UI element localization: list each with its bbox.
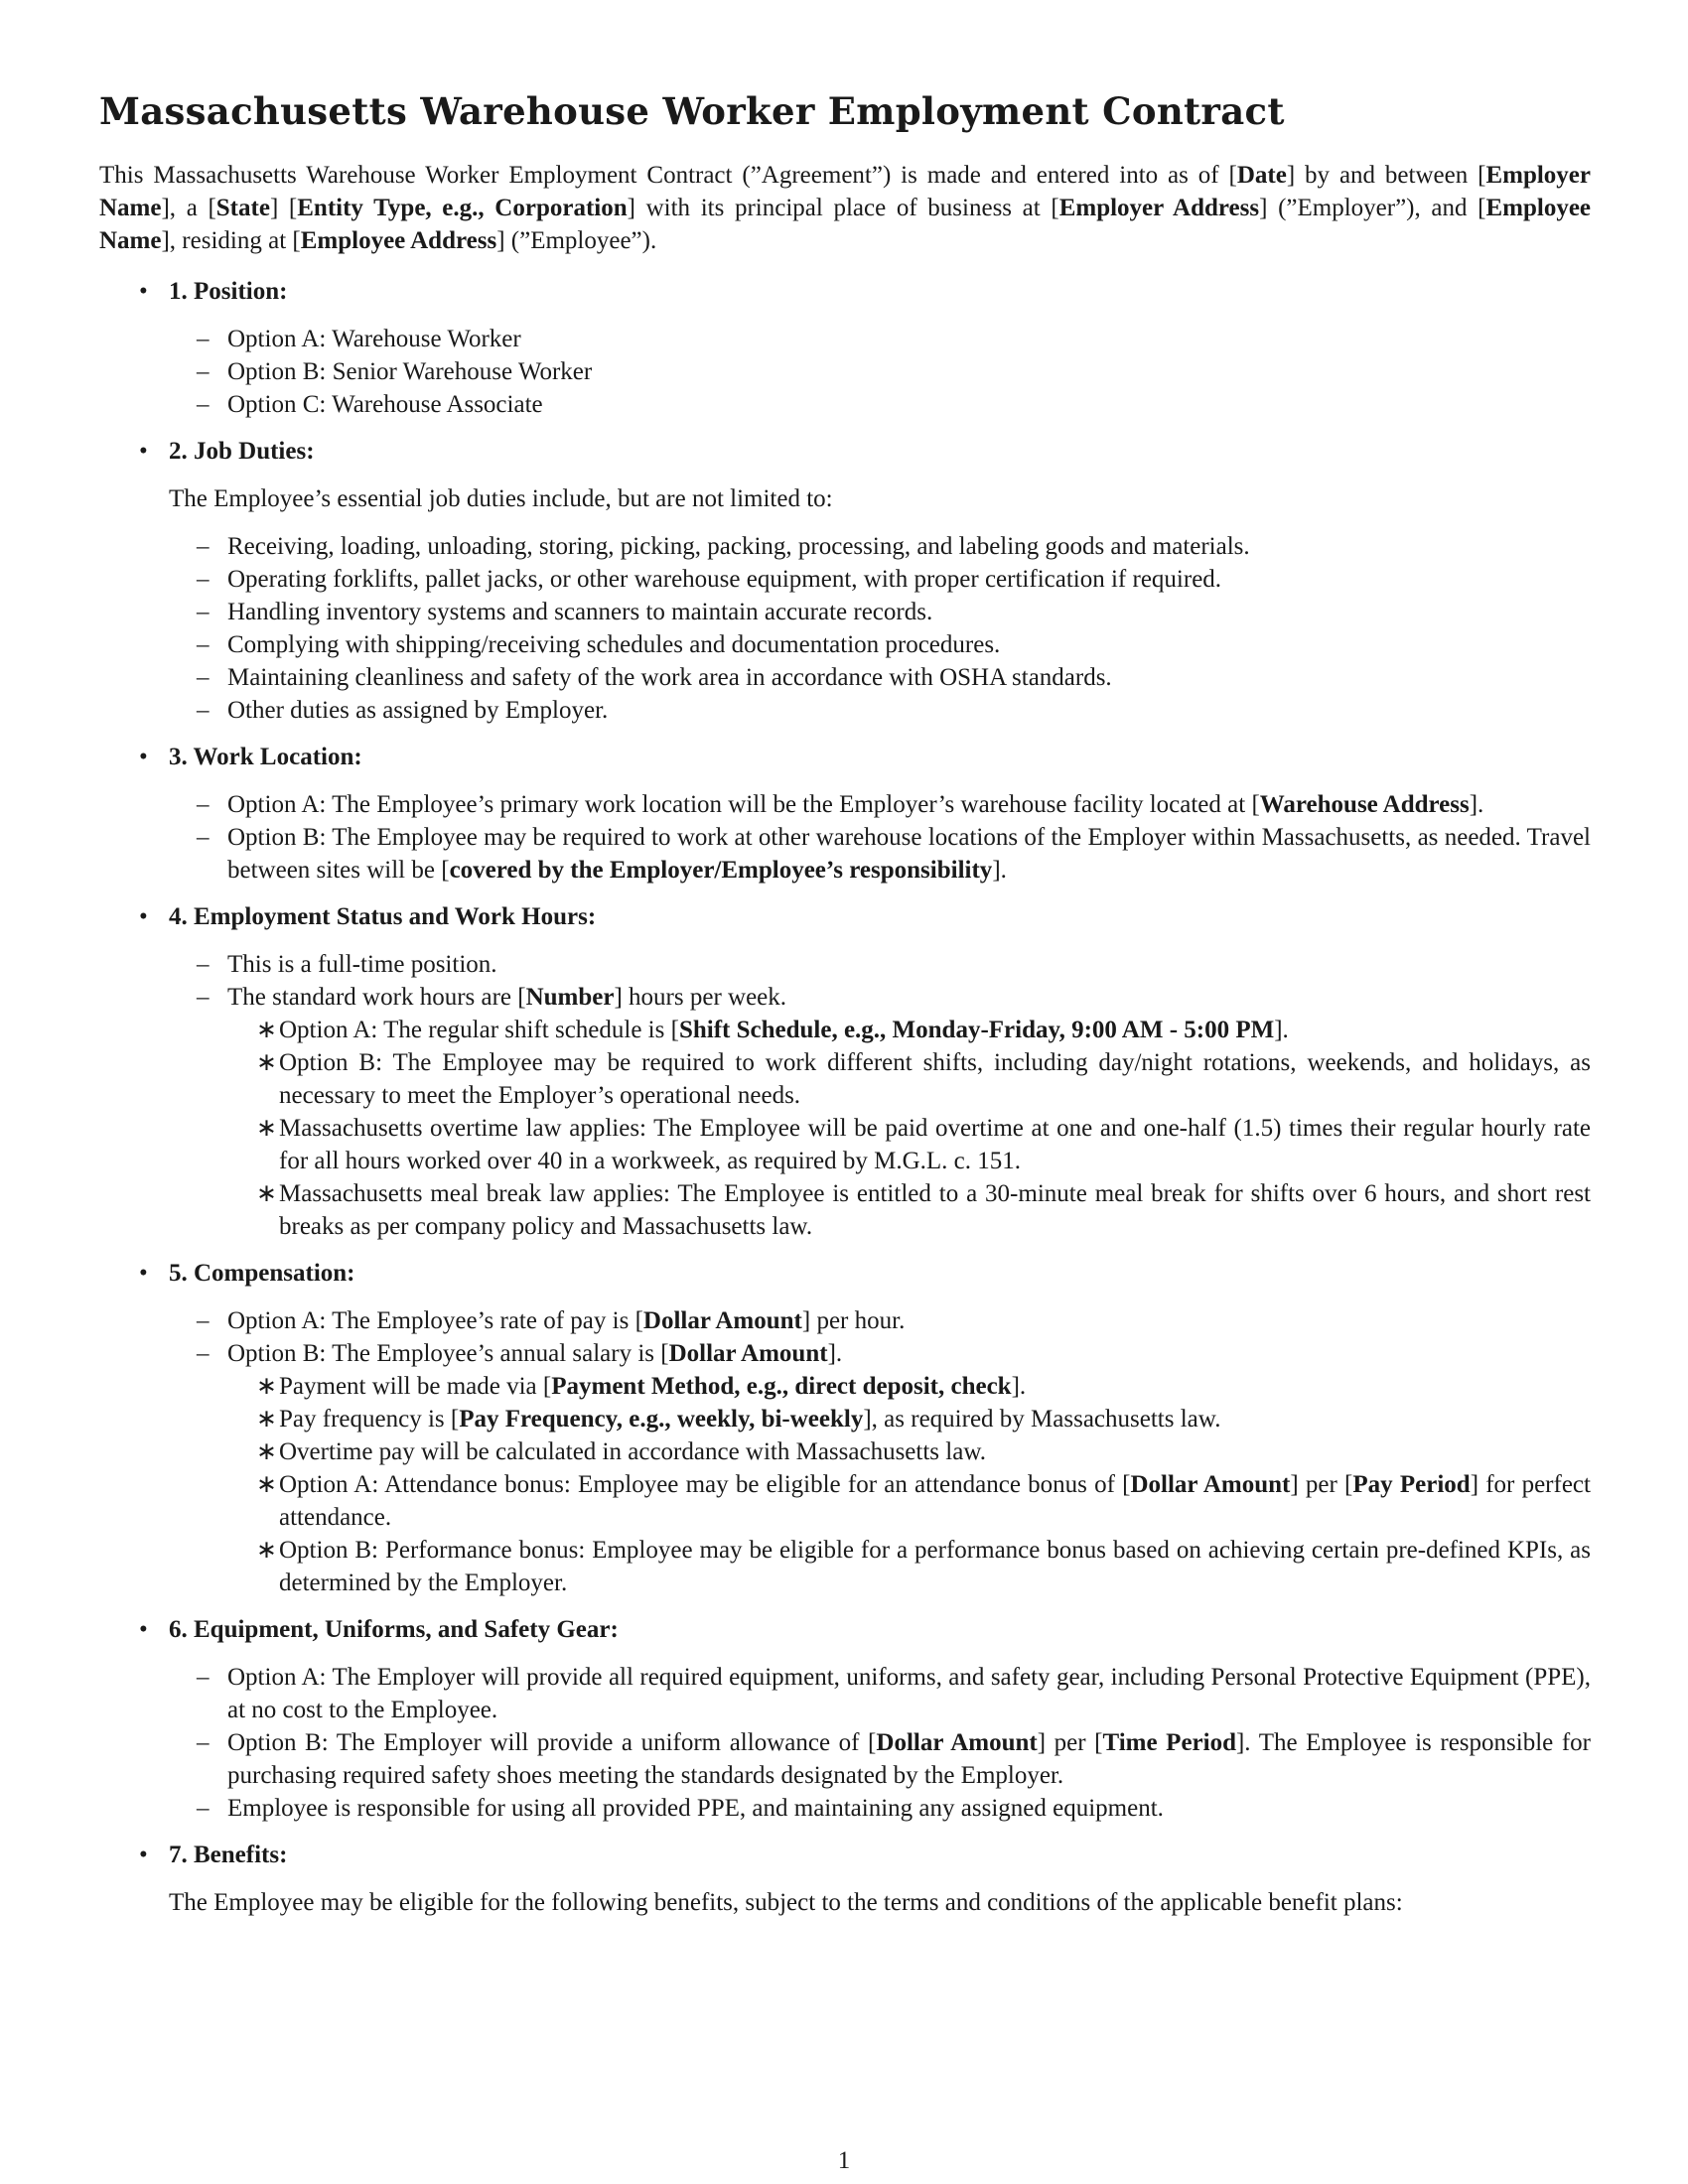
list-item: – The standard work hours are [Number] hours per week. bbox=[99, 981, 1591, 1014]
bullet-icon: • bbox=[139, 1842, 148, 1868]
section-heading: 5. Compensation: bbox=[169, 1260, 355, 1287]
dash-icon: – bbox=[197, 697, 210, 724]
section-heading: 2. Job Duties: bbox=[169, 438, 315, 465]
sub-list-item: ∗ Option A: The regular shift schedule is [Shift Schedule, e.g., Monday-Friday, 9:00 AM - 5:00 PM]. bbox=[99, 1014, 1591, 1046]
section-intro: The Employee may be eligible for the following benefits, subject to the terms and conditions of the applicable benefit plans: bbox=[169, 1889, 1403, 1916]
sub-list-item: ∗ Overtime pay will be calculated in accordance with Massachusetts law. bbox=[99, 1435, 1591, 1468]
placeholder-travel-responsibility: covered by the Employer/Employee’s responsibility bbox=[449, 857, 993, 884]
intro-paragraph: This Massachusetts Warehouse Worker Employment Contract (”Agreement”) is made and entered into as of [Date] by and between [Employer Name], a [State] [Entity Type, e.g., Corporation] with its principal place of business at [Employer Address] (”Employer”), and [Employee Name], residing at [Employee Address] (”Employee”). bbox=[99, 162, 1592, 254]
star-icon: ∗ bbox=[256, 1017, 277, 1043]
placeholder-time-period: Time Period bbox=[1102, 1729, 1236, 1756]
list-item: – Option A: The Employee’s primary work location will be the Employer’s warehouse facility located at [Warehouse Address]. bbox=[99, 788, 1591, 821]
list-item: – Employee is responsible for using all provided PPE, and maintaining any assigned equipment. bbox=[99, 1792, 1591, 1825]
sub-list-item: ∗ Pay frequency is [Pay Frequency, e.g., weekly, bi-weekly], as required by Massachusetts law. bbox=[99, 1403, 1591, 1435]
section-work-location bbox=[99, 741, 1591, 887]
placeholder-hours-number: Number bbox=[525, 984, 615, 1011]
section-benefits bbox=[99, 1839, 1591, 1919]
section-employment-status bbox=[99, 900, 1591, 1243]
list-item: – Receiving, loading, unloading, storing, picking, packing, processing, and labeling goods and materials. bbox=[99, 530, 1591, 563]
placeholder-dollar-amount: Dollar Amount bbox=[642, 1307, 802, 1334]
section-heading: 3. Work Location: bbox=[169, 744, 362, 770]
placeholder-dollar-amount: Dollar Amount bbox=[1130, 1471, 1291, 1498]
star-icon: ∗ bbox=[256, 1180, 277, 1207]
section-position bbox=[99, 275, 1591, 421]
list-item: – Option A: Warehouse Worker bbox=[99, 323, 1591, 355]
dash-icon: – bbox=[197, 791, 210, 818]
section-compensation bbox=[99, 1257, 1591, 1599]
placeholder-employee-address: Employee Address bbox=[300, 227, 497, 254]
dash-icon: – bbox=[197, 824, 210, 851]
bullet-icon: • bbox=[139, 1616, 148, 1643]
sub-list-item: ∗ Option A: Attendance bonus: Employee may be eligible for an attendance bonus of [Dollar Amount] per [Pay Period] for perfect attendance. bbox=[99, 1468, 1591, 1534]
sub-list-item: ∗ Option B: The Employee may be required to work different shifts, including day/night rotations, weekends, and holidays, as necessary to meet the Employer’s operational needs. bbox=[99, 1046, 1591, 1112]
list-item: – Maintaining cleanliness and safety of the work area in accordance with OSHA standards. bbox=[99, 661, 1591, 694]
dash-icon: – bbox=[197, 326, 210, 352]
list-item: – Option B: The Employee’s annual salary is [Dollar Amount]. bbox=[99, 1337, 1591, 1370]
star-icon: ∗ bbox=[256, 1406, 277, 1433]
section-job-duties bbox=[99, 435, 1591, 727]
contract-title: Massachusetts Warehouse Worker Employment Contract bbox=[99, 89, 1285, 133]
bullet-icon: • bbox=[139, 438, 148, 465]
list-item: – Complying with shipping/receiving schedules and documentation procedures. bbox=[99, 628, 1591, 661]
list-item: – Other duties as assigned by Employer. bbox=[99, 694, 1591, 727]
star-icon: ∗ bbox=[256, 1373, 277, 1400]
dash-icon: – bbox=[197, 1340, 210, 1367]
dash-icon: – bbox=[197, 1729, 210, 1756]
placeholder-warehouse-address: Warehouse Address bbox=[1259, 791, 1470, 818]
placeholder-shift-schedule: Shift Schedule, e.g., Monday-Friday, 9:00 AM - 5:00 PM bbox=[678, 1017, 1275, 1043]
dash-icon: – bbox=[197, 664, 210, 691]
page-number: 1 bbox=[837, 2147, 851, 2174]
star-icon: ∗ bbox=[256, 1438, 277, 1465]
sub-list-item: ∗ Payment will be made via [Payment Method, e.g., direct deposit, check]. bbox=[99, 1370, 1591, 1403]
section-heading: 1. Position: bbox=[169, 278, 288, 305]
dash-icon: – bbox=[197, 533, 210, 560]
section-equipment bbox=[99, 1613, 1591, 1825]
list-item: – Option B: Senior Warehouse Worker bbox=[99, 355, 1591, 388]
list-item: – Option A: The Employee’s rate of pay is [Dollar Amount] per hour. bbox=[99, 1304, 1591, 1337]
sub-list-item: ∗ Option B: Performance bonus: Employee may be eligible for a performance bonus based on achieving certain pre-defined KPIs, as determined by the Employer. bbox=[99, 1534, 1591, 1599]
list-item: – This is a full-time position. bbox=[99, 948, 1591, 981]
section-intro: The Employee’s essential job duties include, but are not limited to: bbox=[169, 485, 833, 512]
section-heading: 6. Equipment, Uniforms, and Safety Gear: bbox=[169, 1616, 619, 1643]
sub-list-item: ∗ Massachusetts overtime law applies: The Employee will be paid overtime at one and one-half (1.5) times their regular hourly rate for all hours worked over 40 in a workweek, as required by M.G.L. c. 151. bbox=[99, 1112, 1591, 1177]
placeholder-dollar-amount: Dollar Amount bbox=[876, 1729, 1038, 1756]
contract-page bbox=[99, 89, 1591, 1934]
list-item: – Option B: The Employee may be required to work at other warehouse locations of the Employer within Massachusetts, as needed. Travel between sites will be [covered by the Employer/Employee’s responsibility]. bbox=[99, 821, 1591, 887]
bullet-icon: • bbox=[139, 278, 148, 305]
dash-icon: – bbox=[197, 1307, 210, 1334]
star-icon: ∗ bbox=[256, 1471, 277, 1498]
dash-icon: – bbox=[197, 984, 210, 1011]
list-item: – Option C: Warehouse Associate bbox=[99, 388, 1591, 421]
dash-icon: – bbox=[197, 566, 210, 593]
placeholder-date: Date bbox=[1236, 162, 1287, 189]
placeholder-employer-name: Employer Name bbox=[99, 162, 1591, 221]
star-icon: ∗ bbox=[256, 1049, 277, 1076]
dash-icon: – bbox=[197, 631, 210, 658]
placeholder-state: State bbox=[215, 195, 270, 221]
dash-icon: – bbox=[197, 358, 210, 385]
list-item: – Option B: The Employer will provide a uniform allowance of [Dollar Amount] per [Time Period]. The Employee is responsible for purchasing required safety shoes meeting the standards designated by the Employer. bbox=[99, 1726, 1591, 1792]
dash-icon: – bbox=[197, 1664, 210, 1691]
placeholder-dollar-amount: Dollar Amount bbox=[668, 1340, 828, 1367]
bullet-icon: • bbox=[139, 1260, 148, 1287]
bullet-icon: • bbox=[139, 744, 148, 770]
placeholder-employee-name: Employee Name bbox=[99, 195, 1592, 254]
section-heading: 4. Employment Status and Work Hours: bbox=[169, 903, 597, 930]
dash-icon: – bbox=[197, 391, 210, 418]
placeholder-pay-frequency: Pay Frequency, e.g., weekly, bi-weekly bbox=[459, 1406, 864, 1433]
star-icon: ∗ bbox=[256, 1115, 277, 1142]
placeholder-payment-method: Payment Method, e.g., direct deposit, check bbox=[551, 1373, 1012, 1400]
star-icon: ∗ bbox=[256, 1537, 277, 1564]
sub-list-item: ∗ Massachusetts meal break law applies: The Employee is entitled to a 30-minute meal break for shifts over 6 hours, and short rest breaks as per company policy and Massachusetts law. bbox=[99, 1177, 1591, 1243]
list-item: – Option A: The Employer will provide all required equipment, uniforms, and safety gear, including Personal Protective Equipment (PPE), at no cost to the Employee. bbox=[99, 1661, 1591, 1726]
placeholder-employer-address: Employer Address bbox=[1058, 195, 1260, 221]
dash-icon: – bbox=[197, 599, 210, 625]
placeholder-entity-type: Entity Type, e.g., Corporation bbox=[297, 195, 628, 221]
section-heading: 7. Benefits: bbox=[169, 1842, 288, 1868]
dash-icon: – bbox=[197, 1795, 210, 1822]
dash-icon: – bbox=[197, 951, 210, 978]
bullet-icon: • bbox=[139, 903, 148, 930]
list-item: – Handling inventory systems and scanners to maintain accurate records. bbox=[99, 596, 1591, 628]
list-item: – Operating forklifts, pallet jacks, or other warehouse equipment, with proper certification if required. bbox=[99, 563, 1591, 596]
placeholder-pay-period: Pay Period bbox=[1352, 1471, 1471, 1498]
